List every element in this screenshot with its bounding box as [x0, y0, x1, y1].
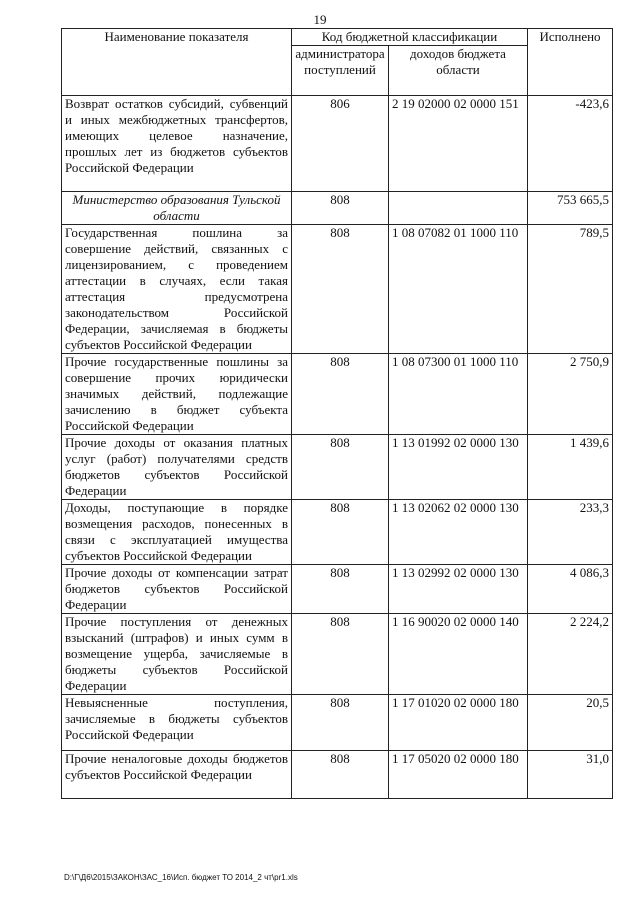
table-row — [62, 695, 613, 751]
row-name: Прочие доходы от оказания платных услуг (работ) получателями средств бюджетов субъектов Российской Федерации — [62, 435, 292, 500]
row-amount: 4 086,3 — [528, 565, 613, 614]
row-name: Доходы, поступающие в порядке возмещения расходов, понесенных в связи с эксплуатацией имущества субъектов Российской Федерации — [62, 500, 292, 565]
row-admin: 808 — [292, 435, 389, 500]
row-name: Невыясненные поступления, зачисляемые в бюджеты субъектов Российской Федерации — [62, 695, 292, 751]
table-row — [62, 96, 613, 192]
row-amount: 20,5 — [528, 695, 613, 751]
row-amount: 789,5 — [528, 225, 613, 354]
table-row — [62, 751, 613, 799]
footer-file-path: D:\Г\Д6\2015\ЗАКОН\ЗАС_16\Исп. бюджет ТО 2014_2 чт\pr1.xls — [64, 873, 298, 882]
table-row — [62, 192, 613, 225]
row-amount: 2 224,2 — [528, 614, 613, 695]
row-name: Возврат остатков субсидий, субвенций и иных межбюджетных трансфертов, имеющих целевое назначение, прошлых лет из бюджетов субъектов Российской Федерации — [62, 96, 292, 192]
row-admin: 808 — [292, 565, 389, 614]
page-number: 19 — [313, 12, 327, 27]
header-code-group: Код бюджетной классификации — [292, 29, 528, 46]
row-code: 1 08 07300 01 1000 110 — [389, 354, 528, 435]
row-admin: 808 — [292, 354, 389, 435]
row-code: 1 08 07082 01 1000 110 — [389, 225, 528, 354]
header-admin: администратора поступлений — [292, 46, 389, 96]
row-name: Прочие неналоговые доходы бюджетов субъектов Российской Федерации — [62, 751, 292, 799]
row-code: 1 13 01992 02 0000 130 — [389, 435, 528, 500]
row-code: 1 17 05020 02 0000 180 — [389, 751, 528, 799]
row-name: Прочие доходы от компенсации затрат бюджетов субъектов Российской Федерации — [62, 565, 292, 614]
row-name: Прочие государственные пошлины за совершение прочих юридически значимых действий, подлежащие зачислению в бюджет субъекта Российской Федерации — [62, 354, 292, 435]
row-code — [389, 192, 528, 225]
table-row — [62, 354, 613, 435]
row-code: 2 19 02000 02 0000 151 — [389, 96, 528, 192]
row-name: Государственная пошлина за совершение действий, связанных с лицензированием, с проведением аттестации в случаях, если такая аттестация предусмотрена законодательством Российской Федерации, зачисляемая в бюджеты субъектов Российской Федерации — [62, 225, 292, 354]
table-row — [62, 500, 613, 565]
row-admin: 808 — [292, 500, 389, 565]
row-code: 1 17 01020 02 0000 180 — [389, 695, 528, 751]
row-amount: 1 439,6 — [528, 435, 613, 500]
header-revenue: доходов бюджета области — [389, 46, 528, 96]
table-row — [62, 435, 613, 500]
row-amount: -423,6 — [528, 96, 613, 192]
row-name: Прочие поступления от денежных взысканий (штрафов) и иных сумм в возмещение ущерба, зачисляемые в бюджеты субъектов Российской Федерации — [62, 614, 292, 695]
row-admin: 808 — [292, 751, 389, 799]
row-amount: 2 750,9 — [528, 354, 613, 435]
row-admin: 808 — [292, 225, 389, 354]
row-code: 1 16 90020 02 0000 140 — [389, 614, 528, 695]
row-name: Министерство образования Тульской области — [62, 192, 292, 225]
header-executed: Исполнено — [528, 29, 613, 96]
row-admin: 808 — [292, 192, 389, 225]
row-code: 1 13 02062 02 0000 130 — [389, 500, 528, 565]
row-admin: 808 — [292, 614, 389, 695]
table-row — [62, 614, 613, 695]
row-admin: 806 — [292, 96, 389, 192]
table-row — [62, 225, 613, 354]
row-code: 1 13 02992 02 0000 130 — [389, 565, 528, 614]
table-row — [62, 565, 613, 614]
row-admin: 808 — [292, 695, 389, 751]
row-amount: 753 665,5 — [528, 192, 613, 225]
budget-table — [61, 28, 613, 799]
header-name: Наименование показателя — [62, 29, 292, 96]
row-amount: 31,0 — [528, 751, 613, 799]
row-amount: 233,3 — [528, 500, 613, 565]
